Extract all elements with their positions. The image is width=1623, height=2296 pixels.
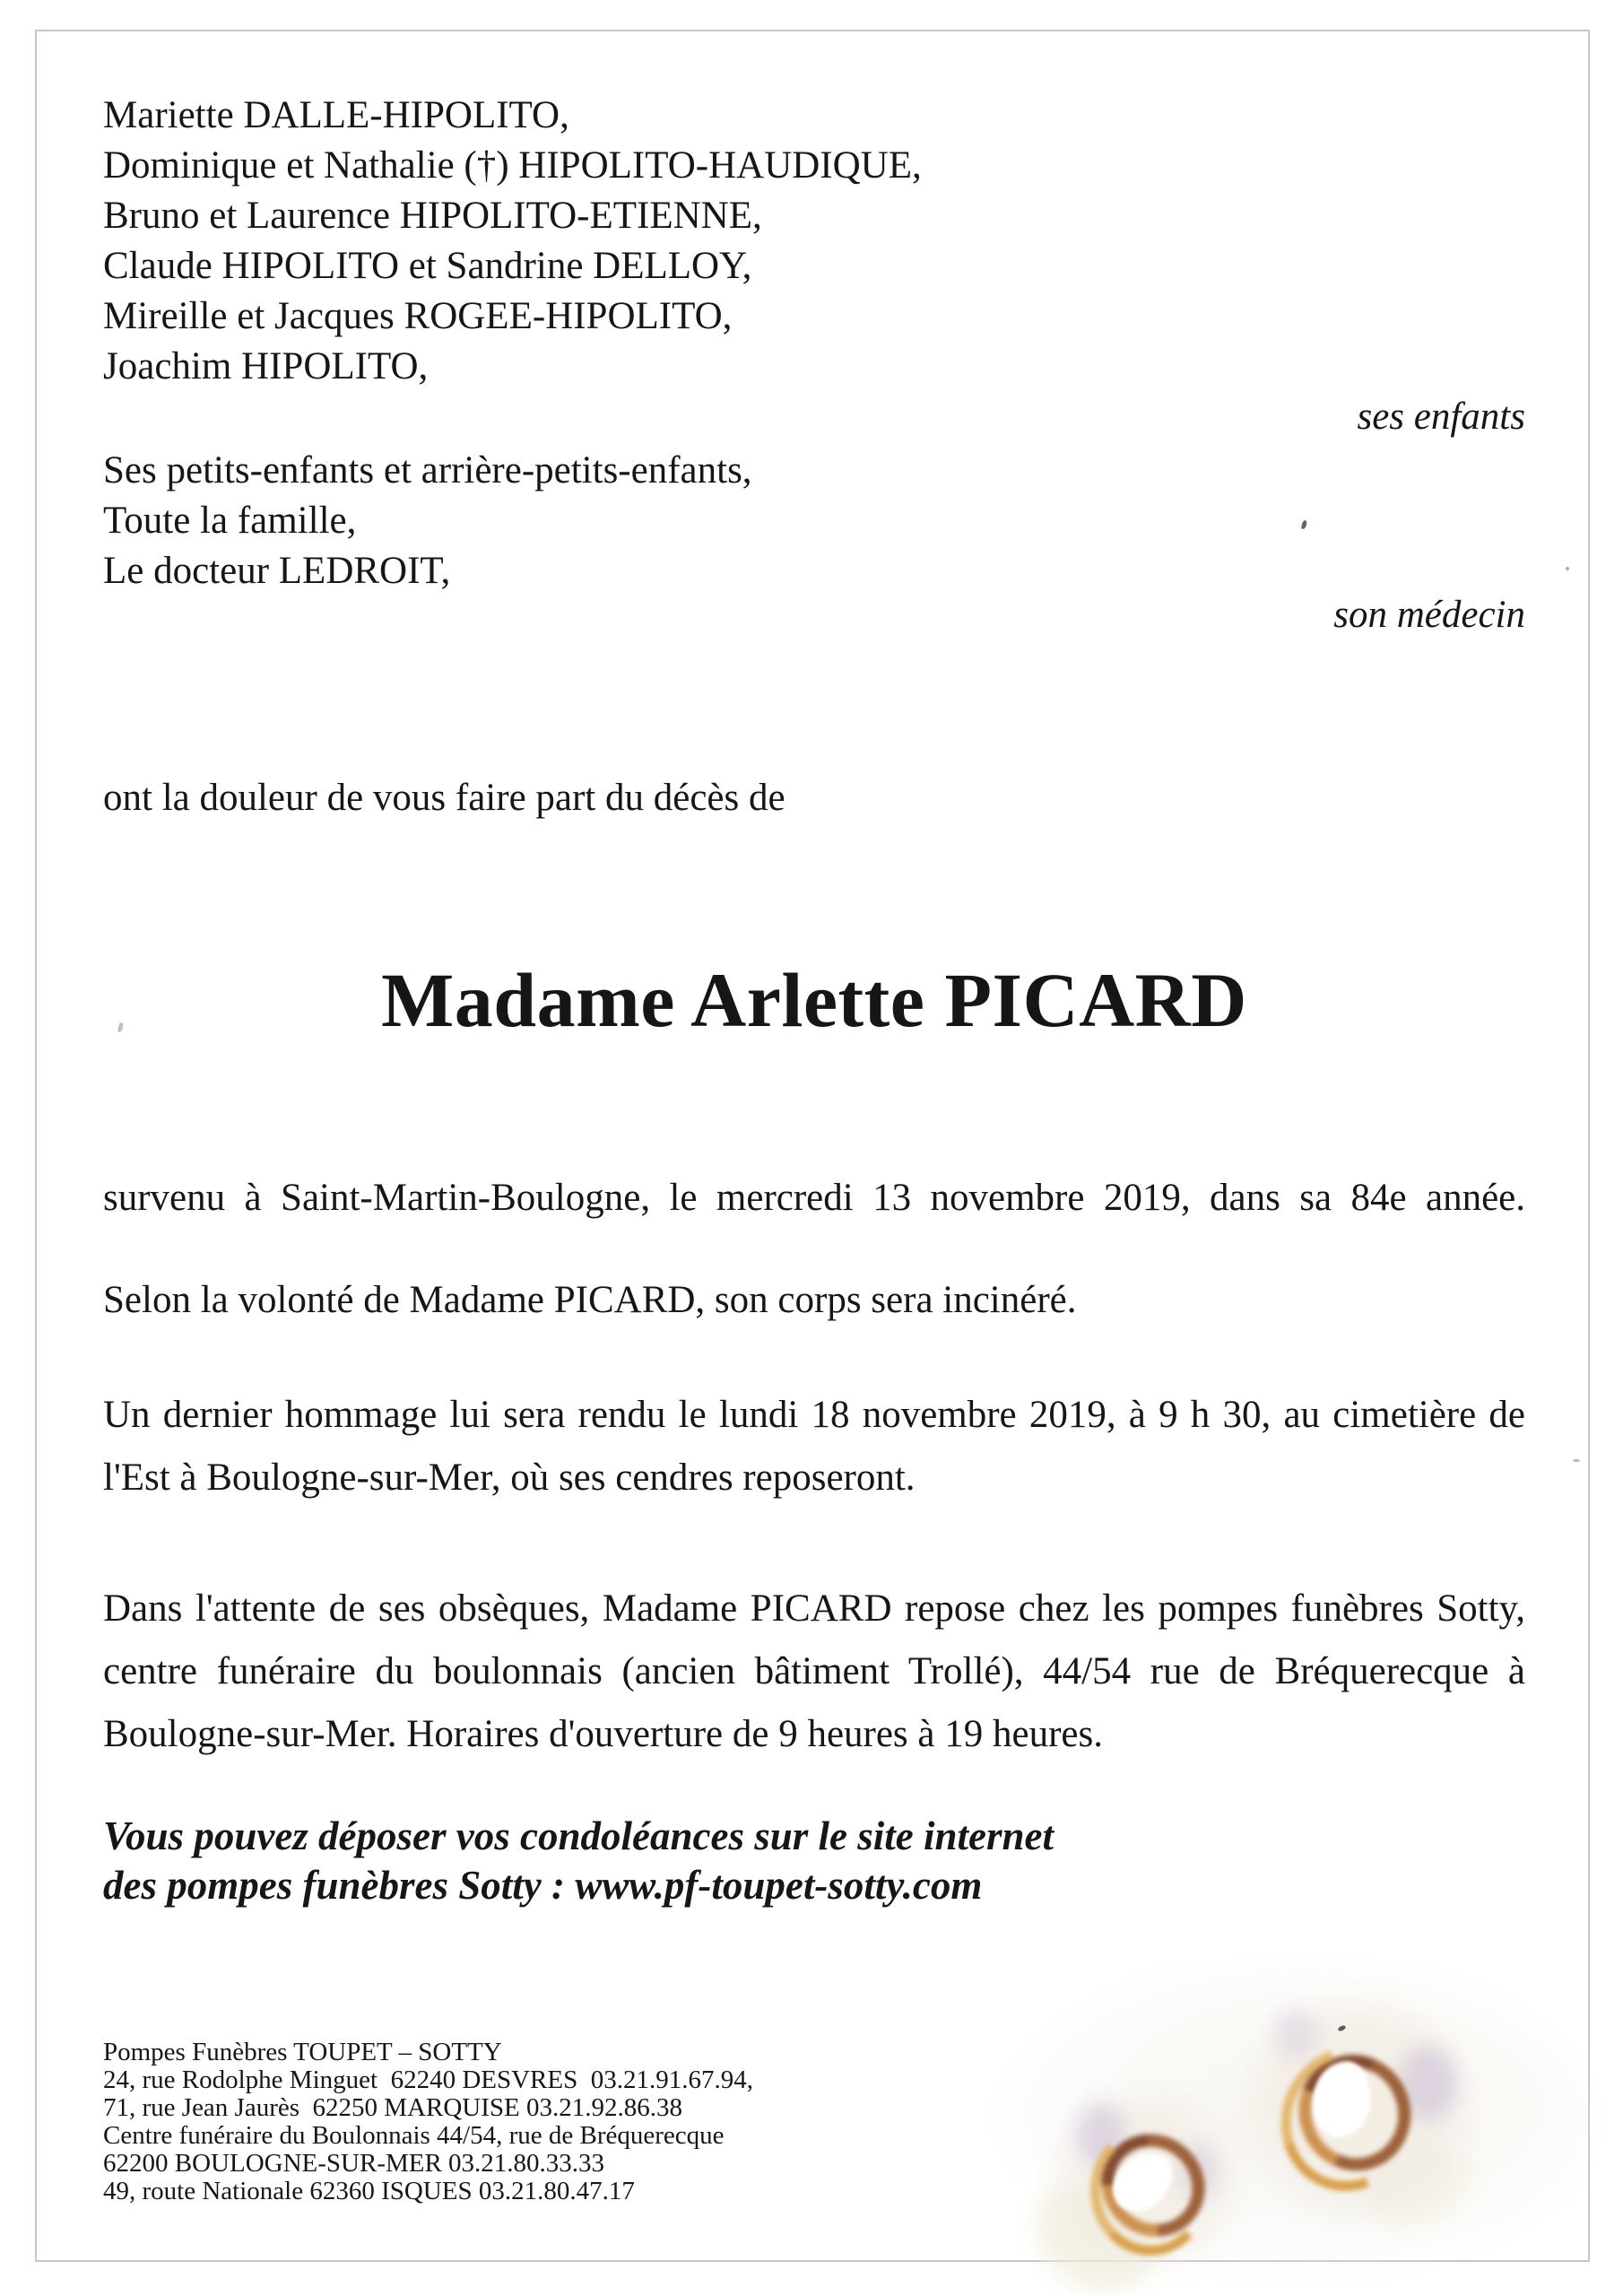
repose-paragraph	[103, 1578, 1525, 1766]
relatives-line: Ses petits-enfants et arrière-petits-enfants,	[103, 449, 752, 491]
funeral-home-address: 71, rue Jean Jaurès 62250 MARQUISE 03.21.92.86.38	[103, 2093, 682, 2122]
tribute-line: Un dernier hommage lui sera rendu le lundi 18 novembre 2019, à 9 h 30, au cimetière de	[103, 1394, 1525, 1436]
children-attribution: ses enfants	[1357, 396, 1525, 438]
funeral-home-contact-block	[103, 2039, 1525, 2205]
repose-line: Dans l'attente de ses obsèques, Madame PICARD repose chez les pompes funèbres Sotty,	[103, 1587, 1525, 1630]
family-name-line: Mariette DALLE-HIPOLITO,	[103, 94, 569, 136]
repose-line: centre funéraire du boulonnais (ancien bâtiment Trollé), 44/54 rue de Bréquerecque à	[103, 1650, 1525, 1692]
tribute-line: l'Est à Boulogne-sur-Mer, où ses cendres reposeront.	[103, 1457, 916, 1499]
funeral-home-name: Pompes Funèbres TOUPET – SOTTY	[103, 2038, 502, 2066]
condolences-website-line: des pompes funèbres Sotty : www.pf-toupet-sotty.com	[103, 1863, 983, 1908]
cremation-notice-line: Selon la volonté de Madame PICARD, son corps sera incinéré.	[103, 1279, 1077, 1321]
death-notice-line: survenu à Saint-Martin-Boulogne, le mercredi 13 novembre 2019, dans sa 84e année.	[103, 1177, 1525, 1219]
family-names-list	[103, 91, 1525, 392]
tribute-paragraph	[103, 1384, 1525, 1509]
scan-speck	[1573, 1459, 1580, 1462]
family-name-line: Dominique et Nathalie (†) HIPOLITO-HAUDIQUE,	[103, 144, 922, 187]
funeral-home-address: Centre funéraire du Boulonnais 44/54, rue de Bréquerecque	[103, 2121, 725, 2150]
doctor-attribution: son médecin	[1333, 594, 1525, 636]
family-name-line: Mireille et Jacques ROGEE-HIPOLITO,	[103, 295, 733, 337]
announcement-intro: ont la douleur de vous faire part du décès de	[103, 777, 785, 819]
condolences-line: Vous pouvez déposer vos condoléances sur le site internet	[103, 1813, 1055, 1858]
family-name-line: Joachim HIPOLITO,	[103, 345, 429, 387]
funeral-home-address: 62200 BOULOGNE-SUR-MER 03.21.80.33.33	[103, 2149, 605, 2178]
relatives-line: Toute la famille,	[103, 500, 357, 542]
funeral-home-address: 24, rue Rodolphe Minguet 62240 DESVRES 03.21.91.67.94,	[103, 2066, 753, 2094]
repose-line: Boulogne-sur-Mer. Horaires d'ouverture de 9 heures à 19 heures.	[103, 1713, 1103, 1755]
relatives-line: Le docteur LEDROIT,	[103, 550, 451, 592]
condolences-note	[103, 1812, 1525, 1910]
deceased-name-title: Madame Arlette PICARD	[381, 957, 1247, 1043]
death-notice-paragraph	[103, 1167, 1525, 1230]
family-name-line: Bruno et Laurence HIPOLITO-ETIENNE,	[103, 195, 762, 237]
family-name-line: Claude HIPOLITO et Sandrine DELLOY,	[103, 245, 752, 287]
scan-speck	[1566, 567, 1569, 570]
scan-speck	[1337, 2024, 1346, 2031]
relatives-list	[103, 446, 1525, 596]
cremation-notice-paragraph	[103, 1269, 1525, 1332]
funeral-home-address: 49, route Nationale 62360 ISQUES 03.21.80.47.17	[103, 2177, 635, 2205]
